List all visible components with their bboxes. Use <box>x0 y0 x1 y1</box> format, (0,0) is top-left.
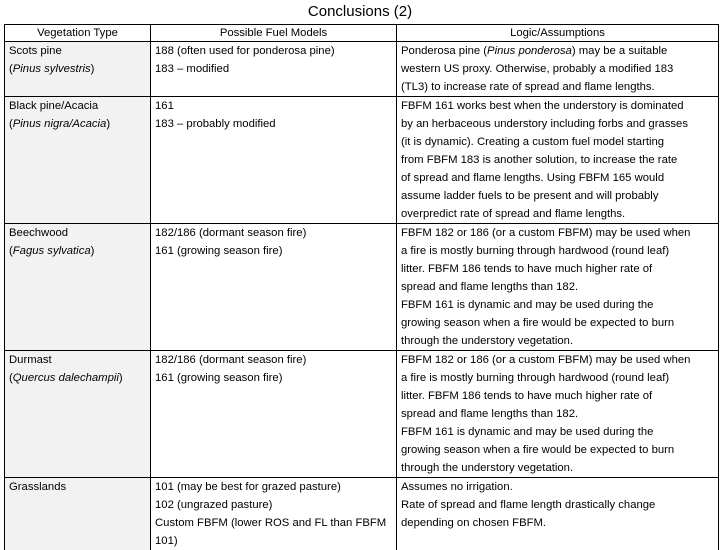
fuel-model-line: 182/186 (dormant season fire) <box>155 351 392 369</box>
fuel-models-cell <box>151 224 397 351</box>
logic-line: spread and flame lengths than 182. <box>401 278 714 296</box>
table-row <box>5 224 719 351</box>
vegetation-name: Grasslands <box>9 478 146 496</box>
header-logic: Logic/Assumptions <box>397 25 719 42</box>
vegetation-name: Beechwood <box>9 224 146 242</box>
logic-line: Rate of spread and flame length drastically change <box>401 496 714 514</box>
logic-line: assume ladder fuels to be present and will probably <box>401 187 714 205</box>
logic-line: FBFM 161 works best when the understory is dominated <box>401 97 714 115</box>
vegetation-scientific-name: (Fagus sylvatica) <box>9 242 146 260</box>
vegetation-cell <box>5 224 151 351</box>
vegetation-cell <box>5 478 151 550</box>
logic-line: by an herbaceous understory including forbs and grasses <box>401 115 714 133</box>
vegetation-name: Durmast <box>9 351 146 369</box>
table-row <box>5 478 719 550</box>
logic-line: (TL3) to increase rate of spread and flame lengths. <box>401 78 714 96</box>
logic-line: (it is dynamic). Creating a custom fuel model starting <box>401 133 714 151</box>
fuel-model-line: 188 (often used for ponderosa pine) <box>155 42 392 60</box>
logic-line: a fire is mostly burning through hardwood (round leaf) <box>401 242 714 260</box>
logic-line: FBFM 182 or 186 (or a custom FBFM) may be used when <box>401 351 714 369</box>
table-row <box>5 97 719 224</box>
logic-line: through the understory vegetation. <box>401 459 714 477</box>
logic-cell <box>397 478 719 550</box>
fuel-models-cell <box>151 42 397 97</box>
logic-line: western US proxy. Otherwise, probably a modified 183 <box>401 60 714 78</box>
fuel-model-line: 161 (growing season fire) <box>155 242 392 260</box>
logic-line: through the understory vegetation. <box>401 332 714 350</box>
logic-line: from FBFM 183 is another solution, to increase the rate <box>401 151 714 169</box>
logic-line: FBFM 161 is dynamic and may be used during the <box>401 423 714 441</box>
vegetation-scientific-name: (Pinus nigra/Acacia) <box>9 115 146 133</box>
fuel-model-line: 102 (ungrazed pasture) <box>155 496 392 514</box>
header-vegetation-type: Vegetation Type <box>5 25 151 42</box>
logic-cell <box>397 42 719 97</box>
fuel-model-line: 161 <box>155 97 392 115</box>
table-row <box>5 42 719 97</box>
conclusions-table <box>4 24 719 550</box>
fuel-model-line: 183 – probably modified <box>155 115 392 133</box>
logic-line: litter. FBFM 186 tends to have much higher rate of <box>401 260 714 278</box>
fuel-model-line: Custom FBFM (lower ROS and FL than FBFM <box>155 514 392 532</box>
logic-line: litter. FBFM 186 tends to have much higher rate of <box>401 387 714 405</box>
fuel-model-line: 182/186 (dormant season fire) <box>155 224 392 242</box>
slide-title: Conclusions (2) <box>0 0 720 24</box>
logic-line: growing season when a fire would be expected to burn <box>401 314 714 332</box>
fuel-model-line: 101) <box>155 532 392 550</box>
vegetation-name: Black pine/Acacia <box>9 97 146 115</box>
vegetation-cell <box>5 42 151 97</box>
vegetation-cell <box>5 97 151 224</box>
logic-line: overpredict rate of spread and flame lengths. <box>401 205 714 223</box>
fuel-models-cell <box>151 97 397 224</box>
logic-line: a fire is mostly burning through hardwood (round leaf) <box>401 369 714 387</box>
logic-cell <box>397 224 719 351</box>
logic-cell <box>397 351 719 478</box>
fuel-model-line: 101 (may be best for grazed pasture) <box>155 478 392 496</box>
logic-line: Assumes no irrigation. <box>401 478 714 496</box>
logic-line: depending on chosen FBFM. <box>401 514 714 532</box>
table-row <box>5 351 719 478</box>
header-row <box>5 25 719 42</box>
logic-line: FBFM 182 or 186 (or a custom FBFM) may be used when <box>401 224 714 242</box>
logic-line: of spread and flame lengths. Using FBFM 165 would <box>401 169 714 187</box>
logic-line: FBFM 161 is dynamic and may be used during the <box>401 296 714 314</box>
vegetation-scientific-name: (Pinus sylvestris) <box>9 60 146 78</box>
vegetation-name: Scots pine <box>9 42 146 60</box>
vegetation-cell <box>5 351 151 478</box>
logic-line: spread and flame lengths than 182. <box>401 405 714 423</box>
header-fuel-models: Possible Fuel Models <box>151 25 397 42</box>
fuel-model-line: 161 (growing season fire) <box>155 369 392 387</box>
logic-line: growing season when a fire would be expected to burn <box>401 441 714 459</box>
fuel-model-line: 183 – modified <box>155 60 392 78</box>
logic-cell <box>397 97 719 224</box>
fuel-models-cell <box>151 478 397 550</box>
logic-line: Ponderosa pine (Pinus ponderosa) may be a suitable <box>401 42 714 60</box>
vegetation-scientific-name: (Quercus dalechampii) <box>9 369 146 387</box>
fuel-models-cell <box>151 351 397 478</box>
